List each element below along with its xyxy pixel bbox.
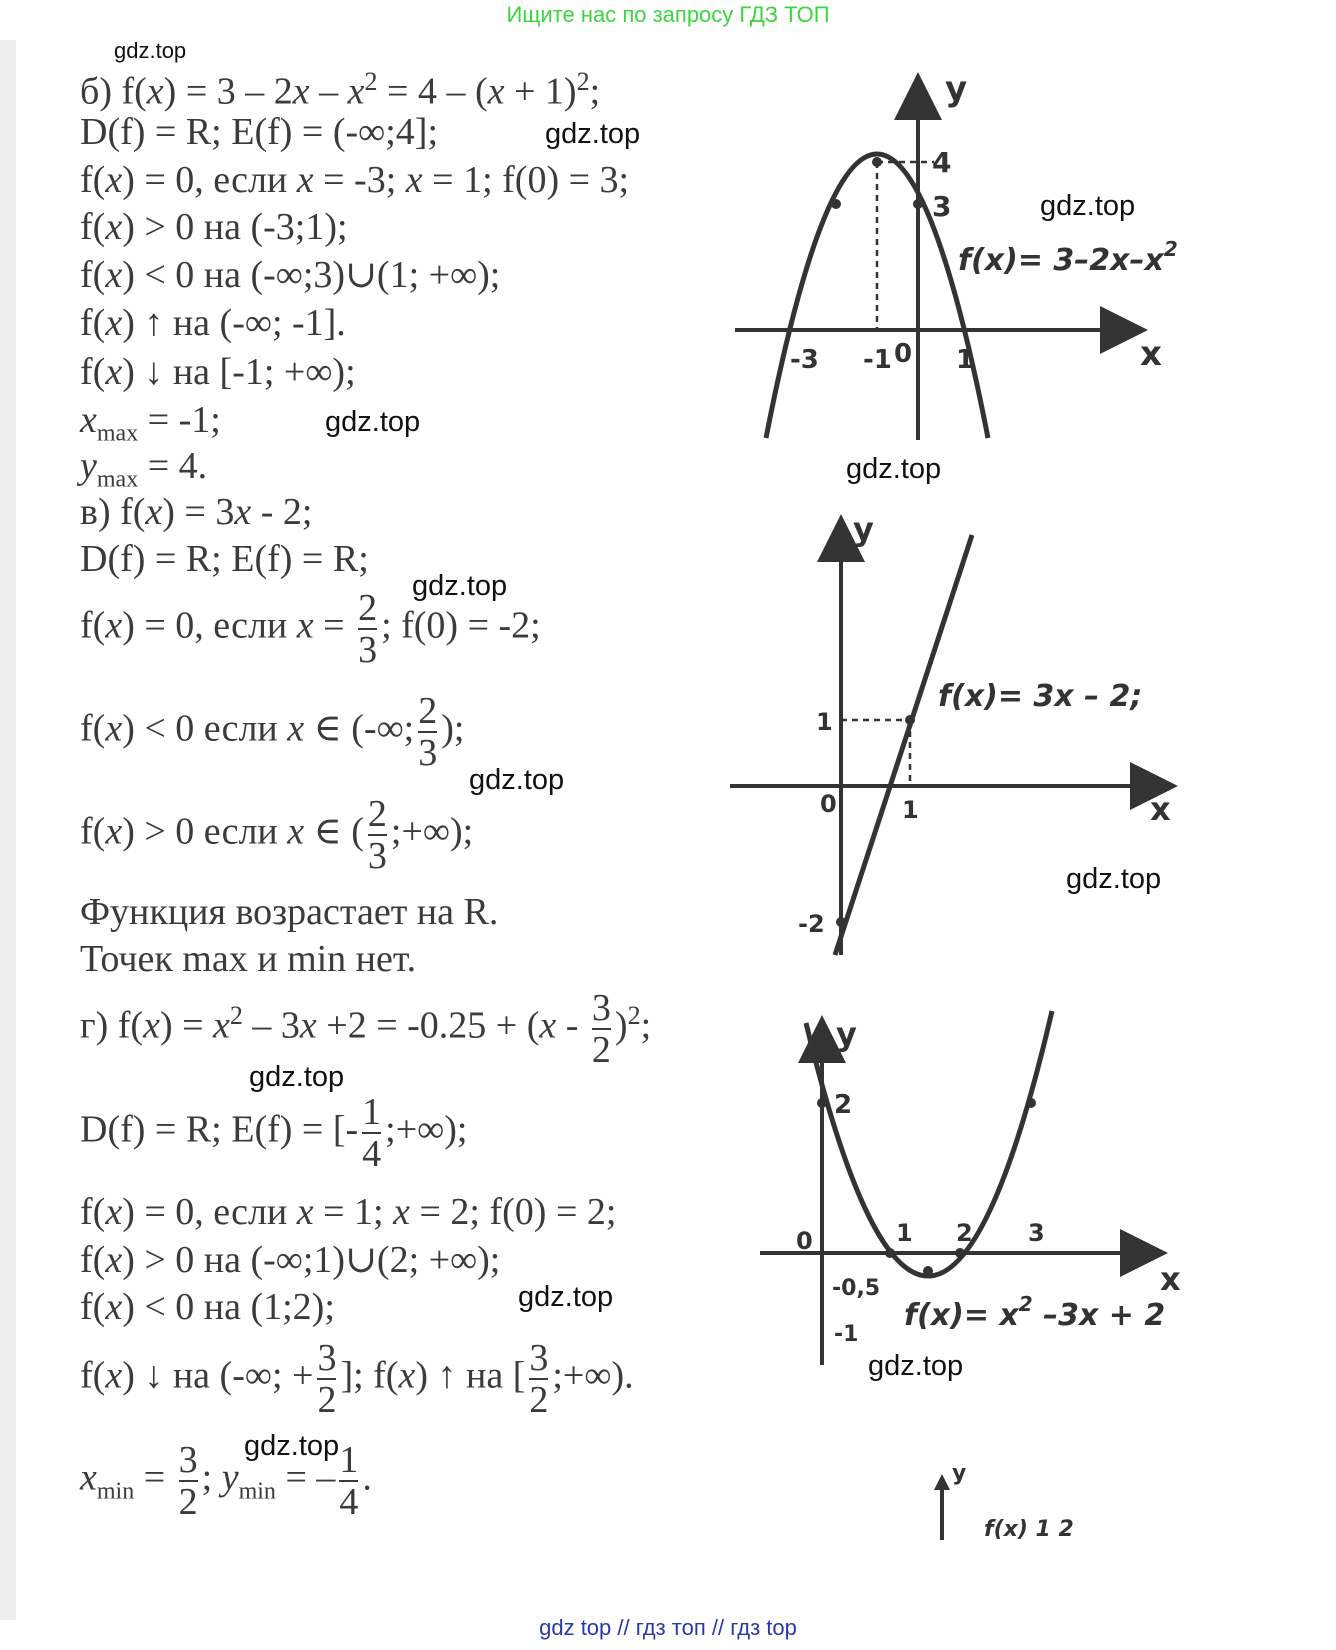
graph-parabola-2: [740, 1005, 1210, 1385]
function-label: f(x)= 3x – 2;: [938, 679, 1143, 714]
v-line-4: f(x) < 0 если x ∈ (-∞; $\frac{2}{3}$ );: [80, 690, 465, 774]
tick-label: -3: [790, 345, 819, 375]
tick-label: 1: [956, 345, 975, 375]
tick-label: -1: [834, 1322, 859, 1347]
b-ymax: $y_{max} = 4$.: [80, 445, 208, 493]
b-line-3: f(x) = 0, если x = -3; x = 1; f(0) = 3;: [80, 159, 630, 201]
watermark: gdz.top: [868, 1350, 964, 1382]
g-line-5: f(x) < 0 на (1;2);: [80, 1286, 335, 1328]
tick-label: 0: [820, 790, 837, 818]
top-banner[interactable]: Ищите нас по запросу ГДЗ ТОП: [506, 2, 830, 27]
tick-label: 2: [834, 1090, 853, 1120]
point: [817, 1098, 827, 1108]
b-line-1: б) $f(x) = 3 - 2x - x^2 = 4 - (x + 1)^2$;: [80, 67, 601, 113]
b-line-7: f(x) ↓ на [-1; +∞);: [80, 351, 356, 393]
g-line-3: f(x) = 0, если x = 1; x = 2; f(0) = 2;: [80, 1191, 617, 1233]
point: [955, 1248, 965, 1258]
g-line-2: D(f) = R; E(f) = [- $\frac{1}{4}$ ;+∞);: [80, 1091, 468, 1175]
b-line-4: f(x) > 0 на (-3;1);: [80, 206, 348, 248]
tick-label: 1: [896, 1219, 913, 1247]
b-line-2: D(f) = R; E(f) = (-∞;4];: [80, 111, 439, 153]
graph-parabola-1: [720, 60, 1220, 450]
axis-y-label: y: [836, 1015, 857, 1053]
g-line-4: f(x) > 0 на (-∞;1)∪(2; +∞);: [80, 1239, 501, 1281]
graph-line: [720, 510, 1200, 960]
watermark: gdz.top: [1040, 190, 1136, 222]
vertex-point: [872, 157, 882, 167]
v-line-2: D(f) = R; E(f) = R;: [80, 538, 369, 580]
watermark: gdz.top: [114, 38, 187, 63]
watermark: gdz.top: [325, 406, 421, 438]
point: [885, 1248, 895, 1258]
v-line-3: f(x) = 0, если x = $\frac{2}{3}$ ; f(0) = -2;: [80, 587, 541, 671]
tick-label: 4: [932, 146, 952, 179]
b-xmax: $x_{max} = -1$;: [80, 399, 221, 447]
tick-label: 1: [816, 708, 833, 736]
g-line-1: г) $f(x) = x^2 - 3x +2 = -0.25 + (x$ - $\frac{3}{2}$ )$^2$;: [80, 987, 652, 1071]
watermark: gdz.top: [545, 118, 641, 150]
tick-label: 2: [956, 1219, 973, 1247]
watermark: gdz.top: [412, 570, 508, 602]
v-line-7: Точек max и min нет.: [80, 938, 417, 980]
point: [831, 199, 841, 209]
tick-label: 0: [796, 1227, 813, 1255]
tick-label: 0: [894, 339, 913, 369]
v-line-6: Функция возрастает на R.: [80, 891, 499, 933]
tick-label: -1: [863, 345, 892, 375]
watermark: gdz.top: [518, 1281, 614, 1313]
axis-x-label: x: [1150, 790, 1171, 828]
axis-y-label: y: [952, 1461, 967, 1486]
point: [836, 917, 846, 927]
axis-y-label: y: [945, 69, 968, 109]
g-line-6: f(x) ↓ на (-∞; + $\frac{3}{2}$ ]; f(x) ↑ на [ $\frac{3}{2}$ ;+∞).: [80, 1337, 634, 1421]
page-left-shadow: [0, 40, 16, 1620]
watermark: gdz.top: [249, 1061, 345, 1093]
function-line: [835, 535, 972, 955]
watermark: gdz.top: [469, 764, 565, 796]
function-label: $f(x)= x^2$ –3x + 2: [904, 1292, 1166, 1333]
v-line-5: f(x) > 0 если x ∈ ( $\frac{2}{3}$ ;+∞);: [80, 793, 474, 877]
watermark: gdz.top: [846, 453, 942, 485]
function-label: f(x) 1 2: [984, 1517, 1074, 1542]
function-label: $f(x)= 3-2x-x^2$: [958, 237, 1178, 278]
tick-label: 1: [902, 796, 919, 824]
vertex-point: [923, 1266, 933, 1276]
axis-x-label: x: [1140, 334, 1162, 374]
tick-label: -0,5: [832, 1276, 881, 1301]
tick-label: 3: [932, 190, 952, 223]
v-line-1: в) f(x) = 3x - 2;: [80, 491, 313, 533]
graph-partial: [920, 1460, 1160, 1540]
g-line-7: $x_{min}$ = $\frac{3}{2}$ ; $y_{min}$ = – $\frac{1}{4}$ .: [80, 1439, 372, 1523]
watermark: gdz.top: [1066, 863, 1162, 895]
axis-x-label: x: [1160, 1260, 1181, 1298]
point: [905, 715, 915, 725]
b-line-5: f(x) < 0 на (-∞;3)∪(1; +∞);: [80, 254, 501, 296]
axis-y-label: y: [853, 510, 874, 548]
tick-label: 3: [1028, 1219, 1045, 1247]
bottom-banner[interactable]: gdz top // гдз топ // гдз top: [539, 1615, 797, 1640]
tick-label: -2: [798, 910, 825, 938]
point: [913, 199, 923, 209]
point: [1026, 1098, 1036, 1108]
watermark: gdz.top: [244, 1430, 340, 1462]
b-line-6: f(x) ↑ на (-∞; -1].: [80, 302, 346, 344]
